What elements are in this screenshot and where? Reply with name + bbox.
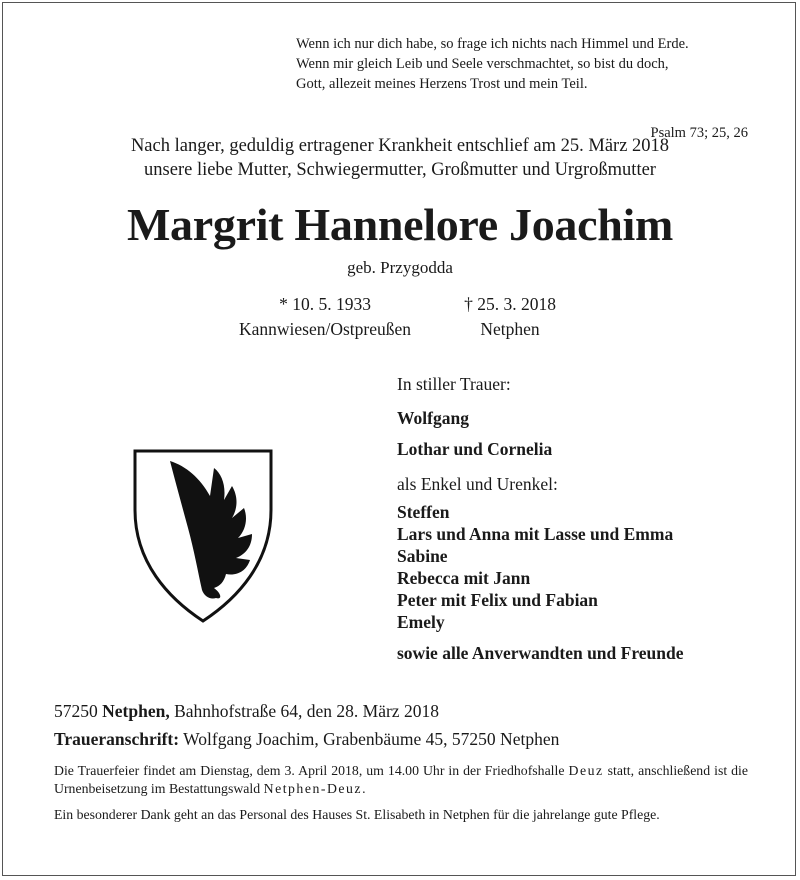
address-block [54,697,774,753]
psalm-line: Wenn mir gleich Leib und Seele verschmachtet, so bist du doch, [296,56,669,72]
death-date: † 25. 3. 2018 [464,294,556,314]
birth-place: Kannwiesen/Ostpreußen [238,319,412,339]
funeral-note [54,762,748,798]
psalm-reference: Psalm 73; 25, 26 [650,125,748,141]
funeral-location: Deuz [568,763,604,778]
announcement-line: Nach langer, geduldig ertragener Krankheit entschlief am 25. März 2018 [130,136,670,156]
mourners-heading: In stiller Trauer: [397,374,511,394]
psalm-line: Wenn ich nur dich habe, so frage ich nichts nach Himmel und Erde. [296,36,689,52]
mourner-grandchild: Peter mit Felix und Fabian [397,590,598,610]
death-announcement [0,134,800,182]
mourner-child: Lothar und Cornelia [397,439,553,459]
mourner-grandchild: Steffen [397,502,450,522]
thanks-note: Ein besonderer Dank geht an das Personal des Hauses St. Elisabeth in Netphen für die jahrelange gute Pflege. [54,807,660,822]
death-place: Netphen [480,319,540,339]
birth-date: * 10. 5. 1933 [279,294,371,314]
place-date-line [54,697,774,725]
funeral-text: Die Trauerfeier findet am Dienstag, dem 3. April 2018, um 14.00 Uhr in der Friedhofshalle [54,763,565,778]
mourners-closing: sowie alle Anverwandten und Freunde [397,643,684,663]
death-info [440,292,580,342]
deceased-name: Margrit Hannelore Joachim [126,199,674,250]
mourner-child: Wolfgang [397,408,469,428]
psalm-quote [296,34,748,141]
mourner-grandchild: Lars und Anna mit Lasse und Emma [397,524,674,544]
psalm-line: Gott, allezeit meines Herzens Trost und mein Teil. [296,76,588,92]
coat-of-arms-antler-icon [132,448,274,624]
mourning-address-line [54,725,774,753]
burial-location: Netphen-Deuz [263,781,363,796]
grandchildren-heading: als Enkel und Urenkel: [397,474,558,494]
funeral-text-end: . [362,781,366,796]
street-date: Bahnhofstraße 64, den 28. März 2018 [174,701,439,721]
mourner-grandchild: Sabine [397,546,448,566]
birth-name: geb. Przygodda [347,258,453,277]
mourner-grandchild: Emely [397,612,445,632]
mourner-grandchild: Rebecca mit Jann [397,568,531,588]
postcode: 57250 [54,701,98,721]
birth-info [220,292,430,342]
city: Netphen, [102,701,170,721]
announcement-line: unsere liebe Mutter, Schwiegermutter, Großmutter und Urgroßmutter [144,160,656,180]
funeral-text: statt, anschließend ist die Urnenbeisetzung im Bestattungswald [54,763,749,796]
mourning-address: Wolfgang Joachim, Grabenbäume 45, 57250 Netphen [183,729,560,749]
mourning-address-label: Traueranschrift: [54,729,180,749]
